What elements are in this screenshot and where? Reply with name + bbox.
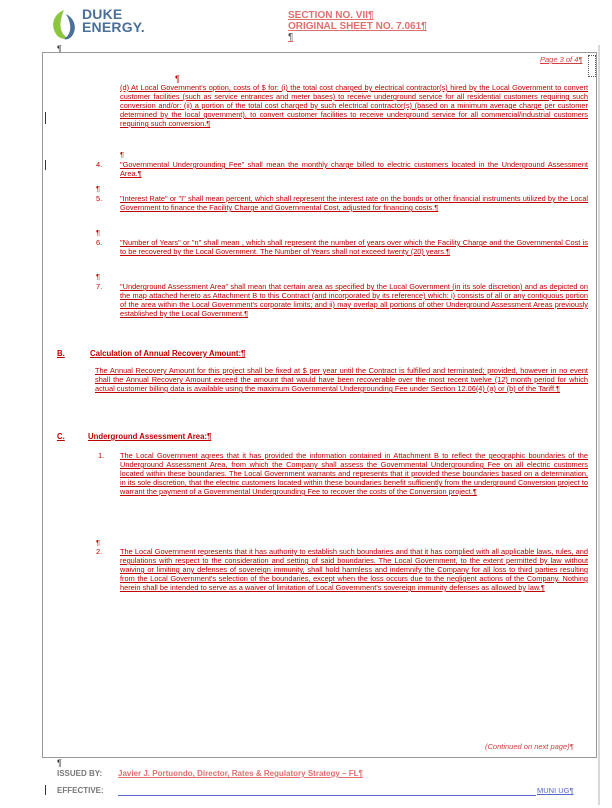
pilcrow: ¶ — [96, 538, 101, 547]
pilcrow: ¶ — [96, 228, 101, 237]
section-c-title: Underground Assessment Area:¶ — [88, 432, 212, 441]
right-margin-bar — [598, 45, 600, 805]
sheet-number: ORIGINAL SHEET NO. 7.061¶ — [288, 21, 427, 32]
item-6-number: 6. — [96, 238, 103, 247]
change-bar — [45, 785, 46, 795]
item-4-text: "Governmental Undergrounding Fee" shall mean the monthly charge billed to electric customers located in the Underground Assessment Area.¶ — [120, 160, 588, 178]
item-d-text: (d) At Local Government's option, costs of $ for: (i) the total cost charged by electrical contractor(s) hired by the Local Government to convert customer facilities (such as service entrances and meter bases) to receive underground service for all residential customers requiring such conversion and/or: (ii) a portion of the total cost charged by such electrical contractor(s) (based on a minimum average charge per customer determined by the local government), to convert customer facilities to receive underground service for all commercial/industrial customers requiring such conversion.¶ — [120, 83, 588, 128]
c2-text: The Local Government represents that it has authority to establish such boundaries and that it has complied with all applicable laws, rules, and regulations with respect to the consideration and setting of said boundaries. The Local Government, to the extent permitted by law without waiving or limiting any defenses of sovereign immunity, shall hold harmless and indemnify the Company for all loss to third parties resulting from the Local Government's selection of the boundaries, except when the loss occurs due to the negligent actions of the Company. Nothing herein shall be intended to serve as a waiver of limitation of Local Government's sovereign immunity defenses as allowed by law.¶ — [120, 547, 588, 592]
section-b-letter: B. — [57, 349, 65, 358]
muni-ug-label: MUNI UG¶ — [537, 786, 574, 795]
section-b-title: Calculation of Annual Recovery Amount:¶ — [90, 349, 246, 358]
item-6-text: "Number of Years" or "n" shall mean , which shall represent the number of years over which the Facility Charge and the Governmental Cost is to be recovered by the Local Government. The Number of Years shall not exceed twenty (20) years.¶ — [120, 238, 588, 256]
change-bar — [45, 112, 46, 124]
change-bar — [45, 160, 46, 170]
c1-number: 1. — [98, 451, 105, 460]
section-c-letter: C. — [57, 432, 65, 441]
logo-line-duke: DUKE — [82, 6, 123, 22]
pre-frame-pilcrow: ¶ — [57, 44, 62, 54]
item-5-text: "Interest Rate" or "I" shall mean percent, which shall represent the interest rate on the bonds or other financial instruments utilized by the Local Government to finance the Facility Charge and Governmental Cost, adjusted for financing costs.¶ — [120, 194, 588, 212]
comment-anchor — [588, 55, 596, 77]
issued-by-label: ISSUED BY: — [57, 769, 103, 778]
pilcrow: ¶ — [120, 150, 125, 159]
issued-by-value: Javier J. Portuondo, Director, Rates & Regulatory Strategy – FL¶ — [118, 769, 363, 778]
section-header — [288, 10, 427, 43]
c1-text: The Local Government agrees that it has provided the information contained in Attachment B to reflect the geographic boundaries of the Underground Assessment Area, from which the Company shall assess the Governmental Undergrounding Fee on all electric customers located within these boundaries. The Local Government warrants and represents that it provided these boundaries based on a determination, in its sole discretion, that the electric customers located within these boundaries benefit sufficiently from the underground Conversion project to warrant the payment of a Governmental Undergrounding Fee to recover the costs of the Conversion project.¶ — [120, 451, 588, 496]
page-frame — [42, 52, 597, 758]
item-4-number: 4. — [96, 160, 103, 169]
item-5-number: 5. — [96, 194, 103, 203]
item-7-text: "Underground Assessment Area" shall mean that certain area as specified by the Local Government (in its sole discretion) and as depicted on the map attached hereto as Attachment B to this Contract (and incorporated by its reference) which: i) consists of all or any contiguous portion of the area within the Local Government's corporate limits; and ii) may overlap all portions of other Underground Assessment Areas previously established by the Local Government.¶ — [120, 282, 588, 318]
section-number: SECTION NO. VII¶ — [288, 10, 374, 21]
pilcrow: ¶ — [96, 184, 101, 193]
continued-note: (Continued on next page)¶ — [485, 742, 574, 751]
top-pilcrow: ¶ — [175, 74, 180, 84]
pilcrow: ¶ — [96, 272, 101, 281]
logo-line-energy: ENERGY. — [82, 19, 145, 35]
page-number: Page 3 of 4¶ — [540, 55, 583, 64]
effective-line — [118, 795, 536, 796]
duke-energy-logo — [48, 6, 158, 46]
section-b-text: The Annual Recovery Amount for this project shall be fixed at $ per year until the Contract is fulfilled and terminated; provided, however in no event shall the Annual Recovery Amount exceed the amount that would have been recoverable over the most recent twelve (12) month period for which actual customer billing data is available using the maximum Governmental Undergrounding Fee under Section 12.06(4) (a) or (b) of the Tariff.¶ — [95, 366, 588, 393]
footer-pilcrow: ¶ — [57, 758, 62, 768]
c2-number: 2. — [96, 547, 103, 556]
item-7-number: 7. — [96, 282, 103, 291]
header-pilcrow: ¶ — [288, 32, 294, 43]
effective-label: EFFECTIVE: — [57, 786, 104, 795]
duke-energy-flame-icon — [48, 8, 82, 42]
